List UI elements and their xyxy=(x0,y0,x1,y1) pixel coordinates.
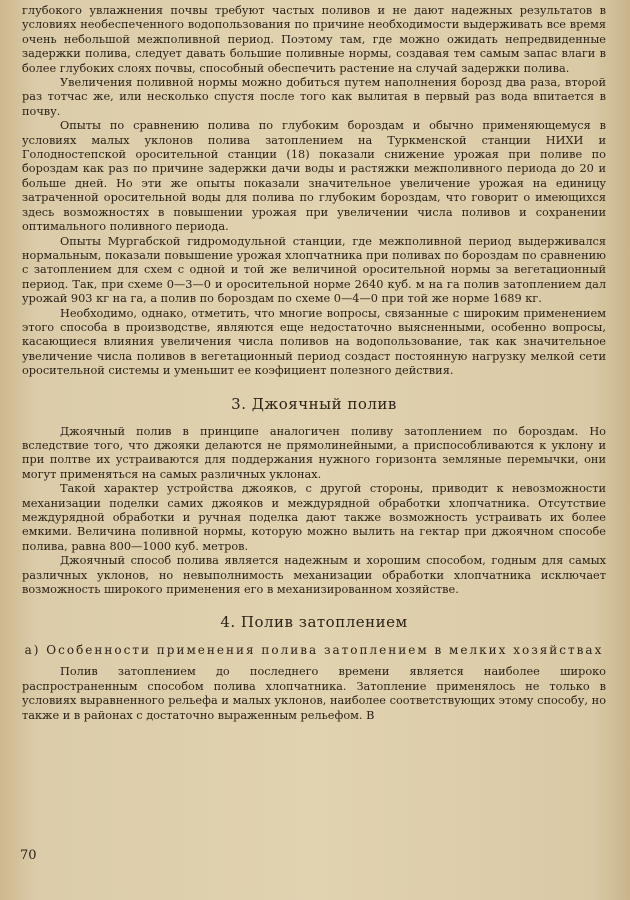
section-3-heading: 3. Джоячный полив xyxy=(231,394,397,413)
paragraph-6: Джоячный полив в принципе аналогичен поливу затоплением по бороздам. Но вследствие того, что джояки делаются не прямолинейными, а приспособливаются к уклону и при полтве их устраиваются для поддержания нужного горизонта земляные перемычки, они могут применяться на самых различных уклонах. xyxy=(22,424,606,481)
paragraph-2: Увеличения поливной нормы можно добиться путем наполнения борозд два раза, второй раз тотчас же, или несколько спустя после того как вылитая в первый раз вода впитается в почву. xyxy=(22,76,606,118)
paragraph-4: Опыты Мургабской гидромодульной станции, где межполивной период выдерживался нормальным, показали повышение урожая хлопчатника при поливах по бороздам по сравнению с затоплением для схем с одной и той же величиной оросительной нормы за вегетационный период. Так, при схеме 0—3—0 и оросительной норме 2640 куб. м на га полив затоплением дал урожай 903 кг на га, а полив по бороздам по схеме 0—4—0 при той же норме 1689 кг. xyxy=(22,234,606,306)
paragraph-1: глубокого увлажнения почвы требуют частых поливов и не дают надежных результатов в условиях необеспеченного водопользования по причине необходимости выдерживать все время очень небольшой межполивной период. Поэтому там, где можно ожидать непредвиденные задержки полива, следует давать большие поливные нормы, создавая тем самым запас влаги в более глубоких слоях почвы, способный обеспечить растение на случай задержки полива. xyxy=(22,4,606,75)
page-number: 70 xyxy=(20,848,37,863)
paragraph-7: Такой характер устройства джояков, с другой стороны, приводит к невозможности механизации поделки самих джояков и междурядной обработки хлопчатника. Отсутствие междурядной обработки и ручная поделка дают также возможность устраивать их более емкими. Величина поливной нормы, которую можно вылить на гектар при джоячном способе полива, равна 800—1000 куб. метров. xyxy=(22,482,606,553)
paragraph-3: Опыты по сравнению полива по глубоким бороздам и обычно применяющемуся в условиях малых уклонов полива затоплением на Туркменской станции НИХИ и Голодностепской оросительной станции (18) показали снижение урожая при поливе по бороздам как раз по причине задержки дачи воды и растяжки межполивного периода до 20 и больше дней. Но эти же опыты показали значительное увеличение урожая на единицу затраченной оросительной воды для полива по глубоким бороздам, что говорит о имеющихся здесь возможностях в повышении урожая при увеличении числа поливов и сохранении оптимального поливного периода. xyxy=(22,119,606,234)
section-4-heading: 4. Полив затоплением xyxy=(220,613,408,632)
paragraph-5: Необходимо, однако, отметить, что многие вопросы, связанные с широким применением этого способа в производстве, являются еще недостаточно выясненными, особенно вопросы, касающиеся влияния увеличения числа поливов на водопользование, так как значительное увеличение числа поливов в вегетационный период создаст постоянную нагрузку мелкой сети оросительной системы и уменьшит ее коэфициент полезного действия. xyxy=(22,306,606,378)
paragraph-8: Джоячный способ полива является надежным и хорошим способом, годным для самых различных уклонов, но невыполнимость механизации обработки хлопчатника исключает возможность широкого применения его в механизированном хозяйстве. xyxy=(22,554,606,597)
subsection-a-heading: а) Особенности применения полива затоплением в мелких хозяйствах xyxy=(24,643,604,658)
paragraph-9: Полив затоплением до последнего времени является наиболее широко распространенным способом полива хлопчатника. Затопление применялось не только в условиях выравненного рельефа и малых уклонов, наиболее соответствующих этому способу, но также и в районах с достаточно выраженным рельефом. В xyxy=(22,665,606,722)
